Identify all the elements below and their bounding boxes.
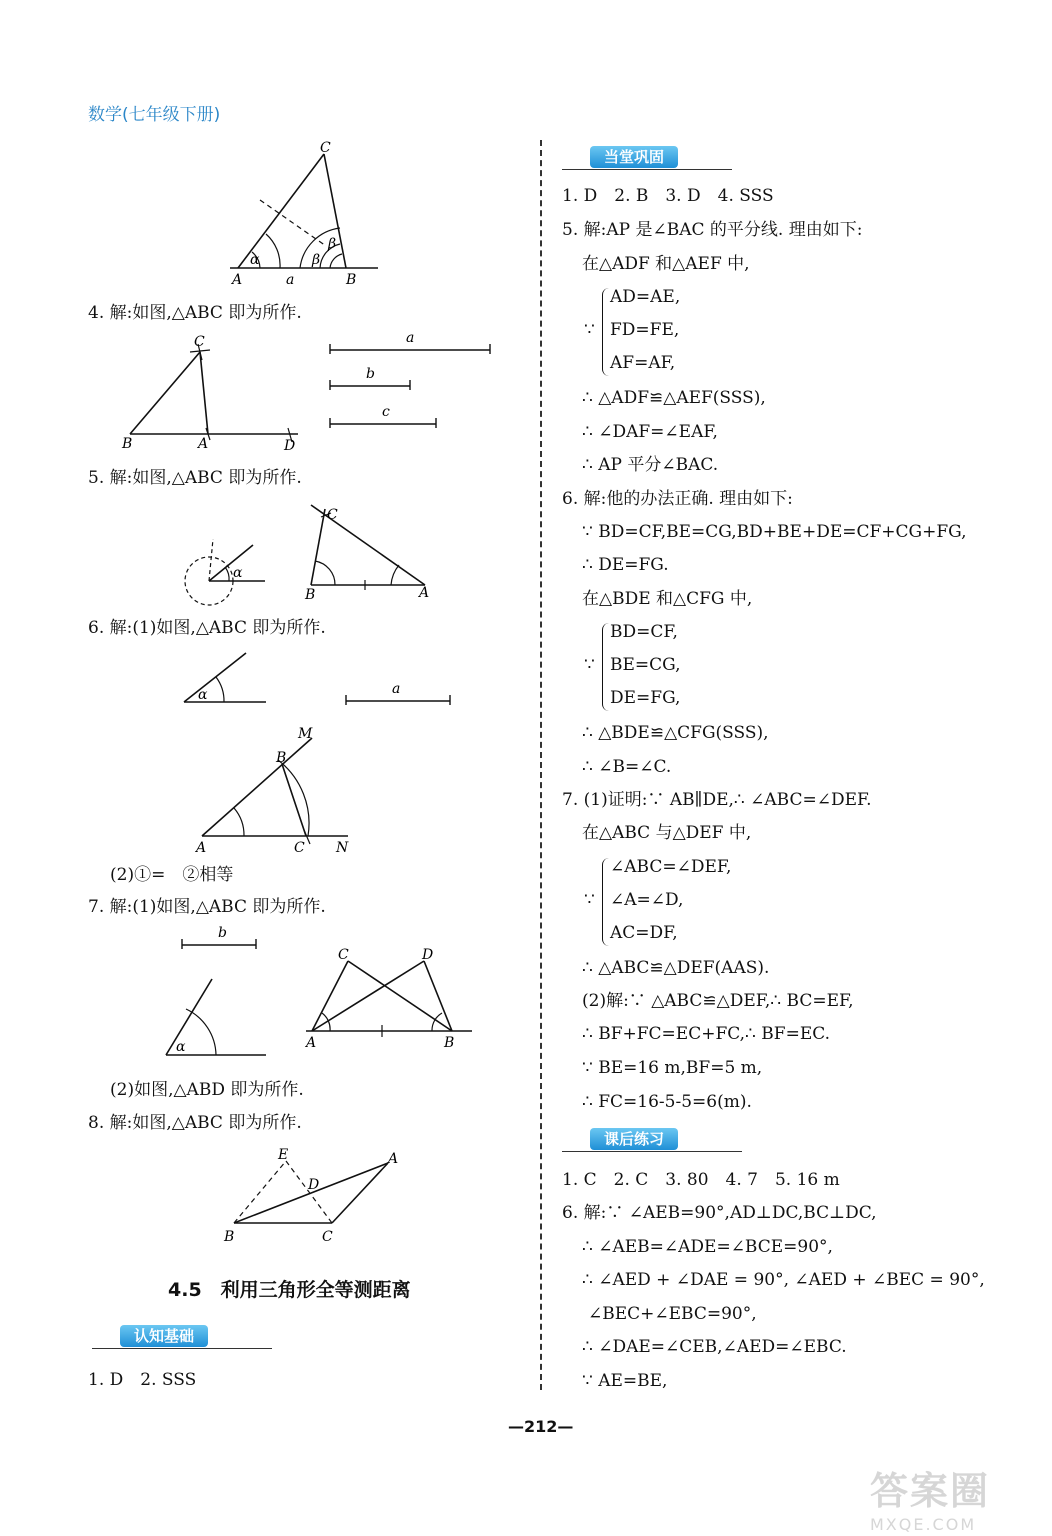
q7b-text: (2)如图,△ABD 即为所作. [110, 1080, 304, 1100]
fig7-label: α [176, 1039, 186, 1055]
figure-q6-construction [190, 720, 360, 860]
answer-line: ∴ FC=16-5-5=6(m). [582, 1092, 752, 1112]
column-divider [540, 140, 542, 1390]
answer-line: AC=DF, [610, 923, 678, 943]
fig4-label: b [366, 366, 375, 382]
because-symbol: ∵ [584, 890, 595, 910]
q6-text: 6. 解:(1)如图,△ABC 即为所作. [88, 618, 326, 638]
watermark-small: MXQE.COM [870, 1515, 977, 1534]
watermark-big: 答案圈 [870, 1469, 991, 1513]
answer-line: 7. (1)证明:∵ AB∥DE,∴ ∠ABC=∠DEF. [562, 790, 872, 810]
answer-line: ∴ AP 平分∠BAC. [582, 455, 719, 475]
answer-line: ∴ ∠AEB=∠ADE=∠BCE=90°, [582, 1237, 833, 1257]
fig6b-label: C [294, 840, 305, 856]
answer-line: ∠A=∠D, [610, 890, 684, 910]
brace [602, 623, 609, 711]
answer-line: 1. D 2. B 3. D 4. SSS [562, 186, 774, 206]
answer-line: AF=AF, [610, 353, 676, 373]
fig8-label: E [278, 1147, 289, 1163]
fig7-label: A [306, 1035, 317, 1051]
fig8-label: C [322, 1229, 333, 1245]
answer-line: ∴ BF+FC=EC+FC,∴ BF=EC. [582, 1024, 831, 1044]
answer-line: 6. 解:∵ ∠AEB=90°,AD⊥DC,BC⊥DC, [562, 1203, 877, 1223]
answer-line: BE=CG, [610, 655, 681, 675]
because-symbol: ∵ [584, 655, 595, 675]
fig3-label: A [232, 272, 243, 288]
answer-line: 在△BDE 和△CFG 中, [582, 589, 753, 609]
fig5-label: B [305, 587, 316, 603]
figure-q7 [160, 925, 480, 1060]
fig4-label: D [284, 438, 296, 454]
fig3-label: B [346, 272, 357, 288]
fig7-label: b [218, 925, 227, 941]
answer-line: BD=CF, [610, 622, 678, 642]
answer-line: ∴ △ADF≌△AEF(SSS), [582, 388, 766, 408]
because-symbol: ∵ [584, 320, 595, 340]
q4-text: 4. 解:如图,△ABC 即为所作. [88, 303, 302, 323]
answer-line: ∠ABC=∠DEF, [610, 857, 732, 877]
basic-answers: 1. D 2. SSS [88, 1370, 197, 1390]
banner-practice-label: 课后练习 [590, 1128, 678, 1150]
fig4-label: c [382, 404, 390, 420]
fig7-label: C [338, 947, 349, 963]
fig8-label: A [388, 1151, 399, 1167]
page-header: 数学(七年级下册) [88, 105, 221, 125]
fig3-label: a [286, 272, 295, 288]
fig8-label: B [224, 1229, 235, 1245]
banner-consolidate [562, 143, 732, 173]
q6b-text: (2)①= ②相等 [110, 865, 234, 885]
fig6b-label: M [298, 726, 313, 742]
q8-text: 8. 解:如图,△ABC 即为所作. [88, 1113, 302, 1133]
page-number: —212— [508, 1417, 574, 1436]
answer-line: ∵ AE=BE, [582, 1371, 668, 1391]
fig8-label: D [308, 1177, 320, 1193]
figure-q4 [120, 330, 500, 455]
figure-construction-alpha-beta [220, 140, 390, 290]
fig3-label: β [312, 252, 321, 268]
fig6b-label: N [336, 840, 349, 856]
fig6b-label: A [196, 840, 207, 856]
answer-line: ∠BEC+∠EBC=90°, [588, 1304, 757, 1324]
answer-line: ∴ △ABC≌△DEF(AAS). [582, 958, 770, 978]
answer-line: ∵ BD=CF,BE=CG,BD+BE+DE=CF+CG+FG, [582, 522, 967, 542]
fig7-label: B [444, 1035, 455, 1051]
answer-line: 在△ADF 和△AEF 中, [582, 254, 750, 274]
answer-line: 1. C 2. C 3. 80 4. 7 5. 16 m [562, 1170, 840, 1190]
brace [602, 288, 609, 376]
fig4-label: C [194, 334, 205, 350]
answer-line: 6. 解:他的办法正确. 理由如下: [562, 489, 793, 509]
fig5-label: A [419, 585, 430, 601]
answer-line: ∴ △BDE≌△CFG(SSS), [582, 723, 769, 743]
answer-line: (2)解:∵ △ABC≌△DEF,∴ BC=EF, [582, 991, 854, 1011]
section-title: 4.5 利用三角形全等测距离 [168, 1279, 411, 1301]
fig7-label: D [422, 947, 434, 963]
q7-text: 7. 解:(1)如图,△ABC 即为所作. [88, 897, 326, 917]
fig6a-label: a [392, 681, 401, 697]
fig4-label: B [122, 436, 133, 452]
answer-line: AD=AE, [610, 287, 681, 307]
banner-consolidate-label: 当堂巩固 [590, 146, 678, 168]
fig3-label: C [320, 140, 331, 156]
fig5-label: C [327, 507, 338, 523]
figure-q8 [220, 1145, 405, 1245]
answer-line: FD=FE, [610, 320, 680, 340]
banner-basic [92, 1322, 272, 1352]
fig6b-label: B [276, 750, 287, 766]
q5-text: 5. 解:如图,△ABC 即为所作. [88, 468, 302, 488]
brace [602, 858, 609, 946]
answer-line: 在△ABC 与△DEF 中, [582, 823, 752, 843]
figure-q6-givens [180, 645, 460, 715]
fig4-label: a [406, 330, 415, 346]
answer-line: ∴ ∠B=∠C. [582, 757, 672, 777]
answer-line: ∴ DE=FG. [582, 555, 669, 575]
fig6a-label: α [198, 687, 208, 703]
fig3-label: β [328, 236, 337, 252]
answer-line: ∵ BE=16 m,BF=5 m, [582, 1058, 763, 1078]
answer-line: ∴ ∠AED + ∠DAE = 90°, ∠AED + ∠BEC = 90°, [582, 1270, 985, 1290]
answer-line: ∴ ∠DAF=∠EAF, [582, 422, 718, 442]
watermark-logo [870, 1460, 1045, 1534]
answer-line: DE=FG, [610, 688, 681, 708]
fig4-label: A [198, 436, 209, 452]
figure-q5 [175, 495, 445, 635]
fig5-label: α [233, 565, 243, 581]
banner-basic-label: 认知基础 [120, 1325, 208, 1347]
banner-practice [562, 1125, 742, 1155]
fig3-label: α [250, 252, 260, 268]
answer-line: 5. 解:AP 是∠BAC 的平分线. 理由如下: [562, 220, 863, 240]
answer-line: ∴ ∠DAE=∠CEB,∠AED=∠EBC. [582, 1337, 847, 1357]
